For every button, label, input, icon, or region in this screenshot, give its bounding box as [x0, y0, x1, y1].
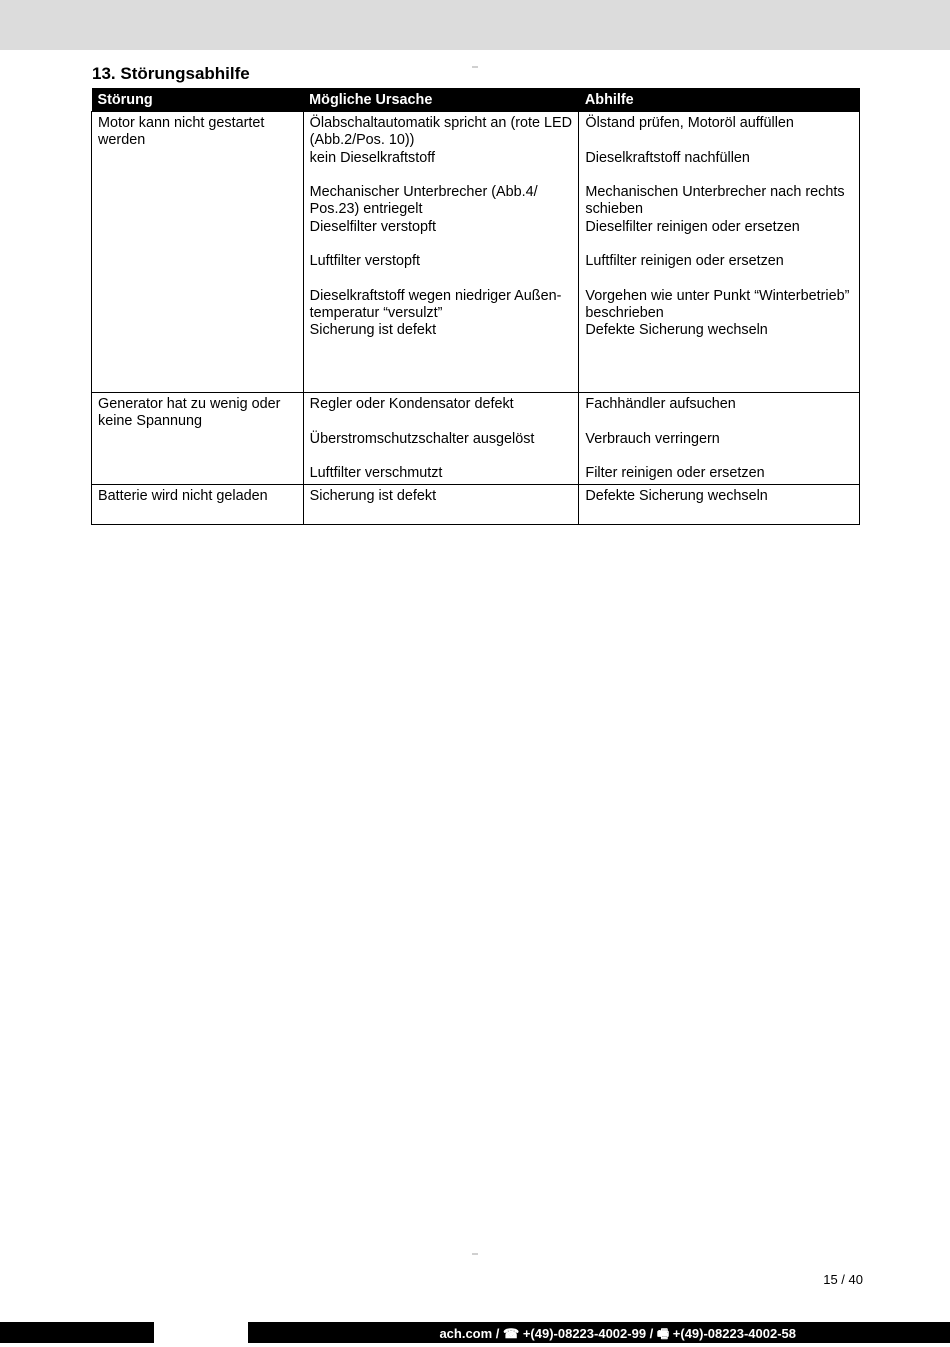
cause-cell: [303, 485, 579, 525]
page-number: 15 / 40: [823, 1272, 863, 1287]
remedy-item: Dieselfilter reinigen oder ersetzen: [585, 218, 800, 235]
remedy-item: Defekte Sicherung wechseln: [585, 488, 768, 504]
cause-item: Ölabschaltautomatik spricht an (rote LED (Abb.2/Pos. 10)): [309, 115, 573, 148]
troubleshooting-table: [91, 88, 860, 525]
cause-item: Regler oder Kondensator defekt: [309, 396, 514, 412]
cause-cell: [303, 393, 579, 485]
section-title: 13. Störungsabhilfe: [92, 64, 250, 83]
cause-item: Luftfilter verschmutzt: [309, 465, 443, 481]
footer-gap: [154, 1322, 248, 1343]
table-body: [92, 112, 860, 525]
remedy-item: Ölstand prüfen, Motoröl auffüllen: [585, 115, 794, 131]
fault-cell: Generator hat zu wenig oder keine Spannung: [92, 393, 304, 485]
cause-item: Sicherung ist defekt: [309, 488, 437, 504]
remedy-cell: [579, 112, 860, 393]
crop-mark-bottom: [472, 1253, 478, 1255]
cause-item: Sicherung ist defekt: [309, 322, 437, 338]
header-fault: Störung: [92, 88, 304, 112]
cause-cell: [303, 112, 579, 393]
cause-item: kein Dieselkraftstoff: [309, 149, 435, 166]
cause-item: Mechanischer Unterbrecher (Abb.4/ Pos.23) entriegelt: [309, 184, 538, 217]
remedy-item: Verbrauch verringern: [585, 430, 720, 447]
remedy-cell: [579, 485, 860, 525]
remedy-item: Luftfilter reinigen oder ersetzen: [585, 253, 784, 269]
remedy-item: Defekte Sicherung wechseln: [585, 322, 768, 338]
remedy-item: Fachhändler aufsuchen: [585, 396, 736, 412]
table-row: [92, 112, 860, 393]
fault-cell: Batterie wird nicht geladen: [92, 485, 304, 525]
fault-cell: Motor kann nicht gestartet werden: [92, 112, 304, 393]
top-band: [0, 0, 950, 50]
cause-item: Luftfilter verstopft: [309, 253, 421, 269]
cause-item: Überstromschutzschalter ausgelöst: [309, 430, 535, 447]
remedy-item: Dieselkraftstoff nachfüllen: [585, 149, 750, 166]
footer-bar: [0, 1322, 950, 1343]
header-remedy: Abhilfe: [579, 88, 860, 112]
remedy-item: Mechanischen Unterbrecher nach rechts schieben: [585, 184, 845, 217]
table-header-row: [92, 88, 860, 112]
remedy-item: Filter reinigen oder ersetzen: [585, 465, 765, 481]
table-row: [92, 393, 860, 485]
header-cause: Mögliche Ursache: [303, 88, 579, 112]
footer-contact: ach.com / ☎ +(49)-08223-4002-99 / 🖷 +(49)-08223-4002-58: [439, 1326, 796, 1341]
remedy-item: Vorgehen wie unter Punkt “Winterbetrieb” beschrieben: [585, 287, 850, 321]
crop-mark-top: [472, 66, 478, 68]
remedy-cell: [579, 393, 860, 485]
cause-item: Dieselkraftstoff wegen niedriger Außen-temperatur “versulzt”: [309, 287, 562, 321]
table-row: [92, 485, 860, 525]
cause-item: Dieselfilter verstopft: [309, 218, 437, 235]
